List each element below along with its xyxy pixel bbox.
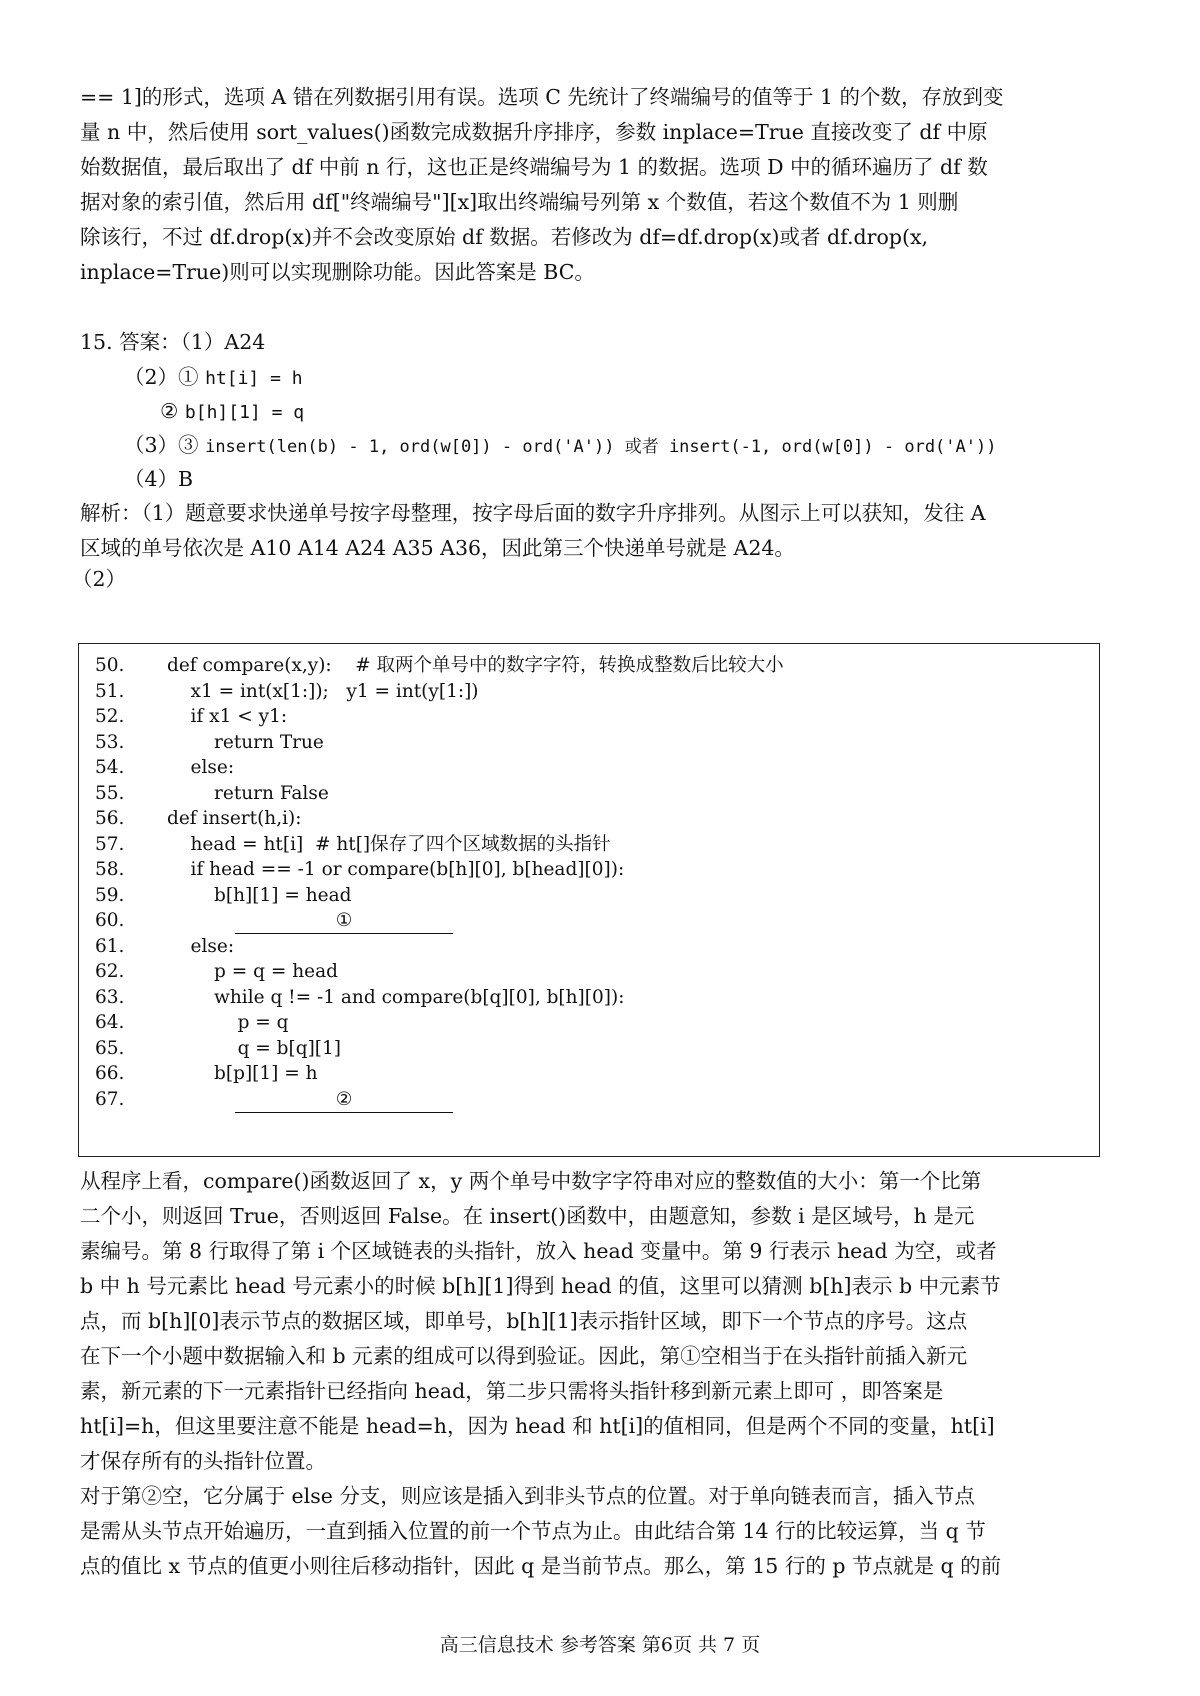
code-text: x1 = int(x[1:]); y1 = int(y[1:]) [167,680,479,702]
line-number: 57. [95,833,125,855]
code-text: return True [167,731,324,753]
answer-label: （3）③ [124,433,199,457]
text-line: 量 n 中，然后使用 sort_values()函数完成数据升序排序，参数 inplace=True 直接改变了 df 中原 [80,120,988,144]
code-text: else: [167,757,235,778]
answer-code: b[h][1] = q [184,402,305,423]
text-line: ht[i]=h，但这里要注意不能是 head=h，因为 head 和 ht[i]的值相同，但是两个不同的变量，ht[i] [80,1414,995,1438]
text-line: == 1]的形式，选项 A 错在列数据引用有误。选项 C 先统计了终端编号的值等于 1 的个数，存放到变 [80,85,1004,109]
code-line [79,678,1099,706]
code-line [79,1035,1099,1063]
code-text: p = q = head [167,961,338,982]
line-number: 52. [95,706,125,727]
code-text: if head == -1 or compare(b[h][0], b[head][0]): [167,859,625,880]
answer-code: ht[i] = h [205,368,303,389]
text-line: 点的值比 x 节点的值更小则往后移动指针，因此 q 是当前节点。那么，第 15 行的 p 节点就是 q 的前 [80,1554,1002,1578]
line-number: 51. [95,680,125,702]
line-number: 53. [95,731,125,753]
code-line [79,856,1099,884]
code-line [79,703,1099,731]
line-number: 58. [95,859,125,880]
line-number: 66. [95,1063,125,1084]
code-line [79,780,1099,808]
code-text: b[p][1] = h [167,1063,318,1084]
text-line: 点，而 b[h][0]表示节点的数据区域，即单号，b[h][1]表示指针区域，即下一个节点的序号。这点 [80,1309,968,1333]
code-line [79,984,1099,1012]
line-number: 65. [95,1037,125,1059]
code-line [79,754,1099,782]
text-line: 在下一个小题中数据输入和 b 元素的组成可以得到验证。因此，第①空相当于在头指针前插入新元 [80,1344,968,1368]
text-line: 除该行，不过 df.drop(x)并不会改变原始 df 数据。若修改为 df=df.drop(x)或者 df.drop(x, [80,225,929,249]
line-number: 67. [95,1088,125,1110]
text-line: 是需从头节点开始遍历，一直到插入位置的前一个节点为止。由此结合第 14 行的比较运算，当 q 节 [80,1519,986,1543]
line-number: 61. [95,935,125,957]
code-line [79,1086,1099,1114]
line-number: 60. [95,910,125,931]
code-text: b[h][1] = head [167,884,352,906]
text-line: b 中 h 号元素比 head 号元素小的时候 b[h][1]得到 head 的值，这里可以猜测 b[h]表示 b 中元素节 [80,1274,1001,1298]
text-line: 素，新元素的下一元素指针已经指向 head，第二步只需将头指针移到新元素上即可 ，即答案是 [80,1379,944,1403]
code-listing [78,643,1100,1157]
q15-answer-4: （4）B [124,467,194,491]
code-text [235,1086,453,1114]
text-line: 素编号。第 8 行取得了第 i 个区域链表的头指针，放入 head 变量中。第 9 行表示 head 为空，或者 [80,1239,997,1263]
line-number: 63. [95,986,125,1008]
code-text: q = b[q][1] [167,1037,341,1059]
q15-heading: 15. 答案：（1）A24 [80,330,266,354]
fill-blank-1: ① [235,909,453,934]
code-text [235,907,453,935]
line-number: 50. [95,655,125,676]
line-number: 59. [95,884,125,906]
line-number: 54. [95,757,125,778]
line-number: 55. [95,782,125,804]
answer-label: ② [160,399,179,423]
intro-paragraph [80,80,1132,290]
text-line: 从程序上看，compare()函数返回了 x，y 两个单号中数字字符串对应的整数值的大小：第一个比第 [80,1169,982,1193]
code-line [79,1060,1099,1088]
code-text: if x1 < y1: [167,706,288,727]
text-line: 解析：（1）题意要求快递单号按字母整理，按字母后面的数字升序排列。从图示上可以获知，发往 A [80,501,986,525]
code-text: head = ht[i] # ht[]保存了四个区域数据的头指针 [167,833,611,855]
fill-blank-2: ② [235,1088,453,1113]
line-number: 56. [95,808,125,829]
text-line: 对于第②空，它分属于 else 分支，则应该是插入到非头节点的位置。对于单向链表而言，插入节点 [80,1484,975,1508]
text-line: 才保存所有的头指针位置。 [80,1449,326,1473]
text-line: 二个小，则返回 True，否则返回 False。在 insert()函数中，由题意知，参数 i 是区域号，h 是元 [80,1204,975,1228]
code-line [79,652,1099,680]
code-line [79,729,1099,757]
code-text: def insert(h,i): [167,808,302,829]
text-line: inplace=True)则可以实现删除功能。因此答案是 BC。 [80,260,595,284]
code-text: while q != -1 and compare(b[q][0], b[h][0]): [167,986,625,1008]
text-line: 始数据值，最后取出了 df 中前 n 行，这也正是终端编号为 1 的数据。选项 D 中的循环遍历了 df 数 [80,155,988,179]
answer-label: （2）① [124,365,199,389]
q15-answer-2-2 [160,394,304,430]
text-line: 据对象的索引值，然后用 df["终端编号"][x]取出终端编号列第 x 个数值，若这个数值不为 1 则删 [80,190,959,214]
text-line: 区域的单号依次是 A10 A14 A24 A35 A36，因此第三个快递单号就是 A24。 [80,536,795,560]
line-number: 64. [95,1012,125,1033]
answer-code: insert(len(b) - 1, ord(w[0]) - ord('A')) 或者 insert(-1, ord(w[0]) - ord('A')) [205,437,997,457]
code-line [79,958,1099,986]
line-number: 62. [95,961,125,982]
code-line [79,805,1099,833]
code-text: def compare(x,y): # 取两个单号中的数字字符，转换成整数后比较大小 [167,655,784,676]
part2-label: （2） [72,567,127,591]
code-line [79,882,1099,910]
explanation-paragraph [80,1164,1132,1584]
q15-answer-3 [124,428,996,465]
code-line [79,907,1099,935]
code-line [79,831,1099,859]
q15-answer-2-1 [124,360,303,396]
code-line [79,933,1099,961]
analysis-paragraph [80,496,1132,566]
code-line [79,1009,1099,1037]
page-footer: 高三信息技术 参考答案 第6页 共 7 页 [439,1634,761,1656]
code-text: else: [167,935,235,957]
code-text: return False [167,782,329,804]
code-text: p = q [167,1012,289,1033]
